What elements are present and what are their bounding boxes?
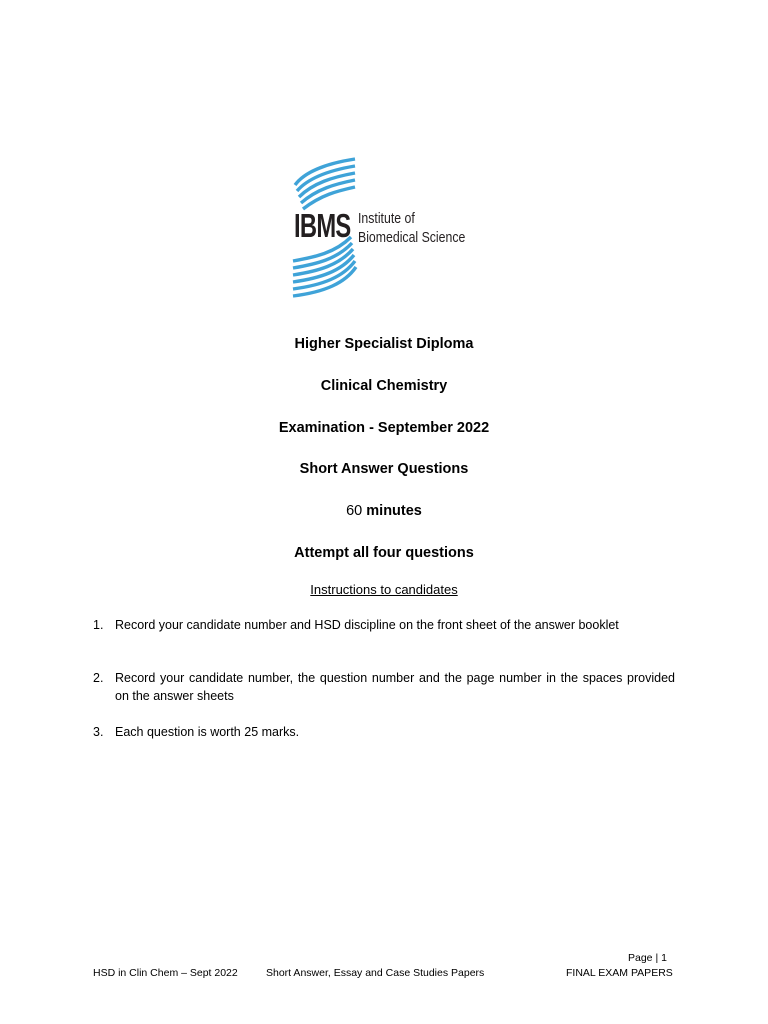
list-item-number: 2. [93, 671, 104, 685]
instructions-title: Instructions to candidates [310, 582, 458, 597]
duration-number: 60 [346, 503, 363, 519]
footer-middle: Short Answer, Essay and Case Studies Papers [266, 967, 485, 979]
list-item-number: 1. [93, 618, 104, 632]
duration-unit: minutes [366, 503, 422, 519]
ibms-logo-text [289, 157, 479, 299]
footer-right: FINAL EXAM PAPERS [566, 967, 673, 979]
list-item-text: Each question is worth 25 marks. [115, 725, 300, 739]
list-item-number: 3. [93, 725, 104, 739]
exam-title: Examination - September 2022 [278, 420, 490, 436]
logo-abbreviation: IBMS [294, 207, 351, 244]
footer-left: HSD in Clin Chem – Sept 2022 [93, 967, 238, 979]
paper-type-title: Short Answer Questions [299, 461, 469, 477]
ibms-logo [289, 157, 479, 299]
list-item [93, 723, 675, 741]
logo-name-line1: Institute of [358, 210, 415, 227]
duration [0, 502, 768, 520]
list-item-text: Record your candidate number, the question number and the page number in the spaces provided on the answer sheets [115, 671, 675, 703]
list-item-text: Record your candidate number and HSD discipline on the front sheet of the answer booklet [115, 618, 619, 632]
logo-name-line2: Biomedical Science [358, 229, 466, 246]
list-item [93, 616, 675, 634]
page-number: Page | 1 [628, 952, 667, 964]
list-item [93, 669, 675, 705]
attempt-instruction: Attempt all four questions [294, 545, 474, 561]
diploma-title: Higher Specialist Diploma [294, 336, 474, 352]
subject-title: Clinical Chemistry [320, 378, 448, 394]
